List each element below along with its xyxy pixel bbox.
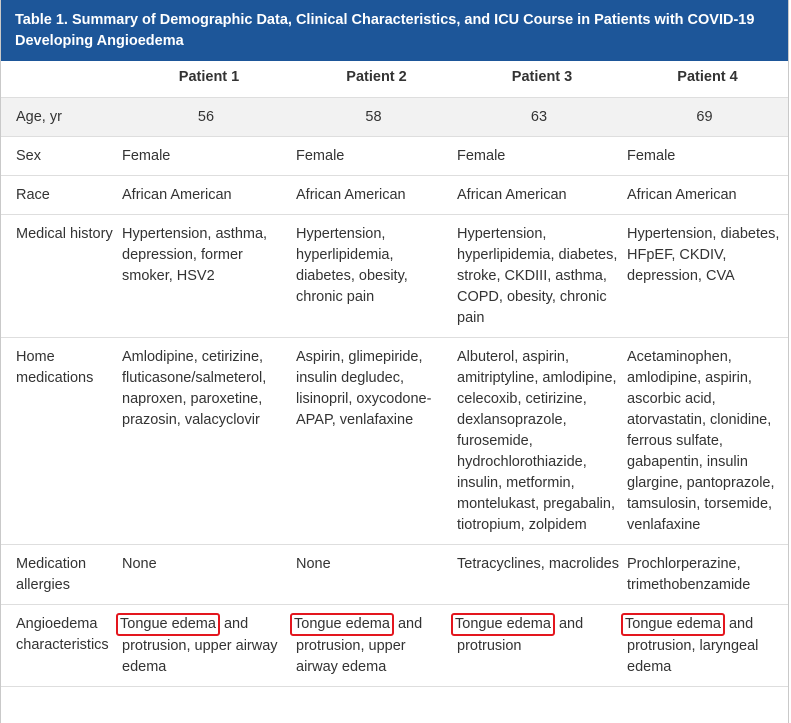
- table-row-medication-allergies: [1, 544, 788, 604]
- table-cell: Tetracyclines, macrolides: [457, 544, 627, 604]
- demographics-table: [1, 61, 788, 687]
- table-cell: Acetaminophen, amlodipine, aspirin, ascorbic acid, atorvastatin, clonidine, ferrous sulfate, gabapentin, insulin glargine, pantoprazole, tamsulosin, torsemide, venlafaxine: [627, 337, 788, 544]
- table-cell: 63: [457, 97, 627, 136]
- table-header-row: [1, 61, 788, 97]
- row-label: Medication allergies: [1, 544, 122, 604]
- table-cell: Albuterol, aspirin, amitriptyline, amlodipine, celecoxib, cetirizine, dexlansoprazole, furosemide, hydrochlorothiazide, insulin, metformin, montelukast, pregabalin, tiotropium, zolpidem: [457, 337, 627, 544]
- row-label: Age, yr: [1, 97, 122, 136]
- table-cell: Female: [296, 136, 457, 175]
- header-patient-4: Patient 4: [677, 69, 738, 85]
- table-cell: Female: [457, 136, 627, 175]
- table-cell: Female: [122, 136, 296, 175]
- table-caption: Table 1. Summary of Demographic Data, Clinical Characteristics, and ICU Course in Patients with COVID-19 Developing Angioedema: [1, 0, 788, 61]
- row-label: Home medications: [1, 337, 122, 544]
- table-cell: [296, 604, 457, 686]
- table-cell: African American: [457, 175, 627, 214]
- table-cell: Amlodipine, cetirizine, fluticasone/salmeterol, naproxen, paroxetine, prazosin, valacyclovir: [122, 337, 296, 544]
- highlight-annotation: Tongue edema: [290, 613, 394, 636]
- header-empty: [1, 61, 122, 97]
- table-row-race: [1, 175, 788, 214]
- table-cell: Hypertension, hyperlipidemia, diabetes, stroke, CKDIII, asthma, COPD, obesity, chronic pain: [457, 214, 627, 337]
- table-cell: Prochlorperazine, trimethobenzamide: [627, 544, 788, 604]
- cell-text: and protrusion, upper airway edema: [122, 615, 278, 675]
- table-cell: Female: [627, 136, 788, 175]
- table-cell: African American: [296, 175, 457, 214]
- table-cell: [627, 604, 788, 686]
- cell-text: and protrusion, upper airway edema: [296, 615, 423, 675]
- table-cell: None: [122, 544, 296, 604]
- table-cell: Hypertension, hyperlipidemia, diabetes, obesity, chronic pain: [296, 214, 457, 337]
- row-label: Race: [1, 175, 122, 214]
- table-cell: Hypertension, diabetes, HFpEF, CKDIV, depression, CVA: [627, 214, 788, 337]
- table-cell: African American: [122, 175, 296, 214]
- header-patient-3: Patient 3: [511, 69, 573, 85]
- table-cell: Aspirin, glimepiride, insulin degludec, lisinopril, oxycodone-APAP, venlafaxine: [296, 337, 457, 544]
- table-cell: 56: [122, 97, 296, 136]
- highlight-annotation: Tongue edema: [451, 613, 555, 636]
- highlight-annotation: Tongue edema: [621, 613, 725, 636]
- table-cell: [457, 604, 627, 686]
- cell-text: and protrusion: [457, 615, 584, 654]
- table-cell: African American: [627, 175, 788, 214]
- table-cell: None: [296, 544, 457, 604]
- table-row-sex: [1, 136, 788, 175]
- header-patient-2: Patient 2: [346, 69, 407, 85]
- cell-text: and protrusion, laryngeal edema: [627, 615, 759, 675]
- table-row-age: [1, 97, 788, 136]
- table-row-medical-history: [1, 214, 788, 337]
- table-cell: [122, 604, 296, 686]
- table-cell: Hypertension, asthma, depression, former smoker, HSV2: [122, 214, 296, 337]
- table-cell: 58: [296, 97, 457, 136]
- row-label: Angioedema characteristics: [1, 604, 122, 686]
- table-row-angioedema: [1, 604, 788, 686]
- row-label: Medical history: [1, 214, 122, 337]
- header-patient-1: Patient 1: [178, 69, 240, 85]
- highlight-annotation: Tongue edema: [116, 613, 220, 636]
- table-cell: 69: [627, 97, 788, 136]
- row-label: Sex: [1, 136, 122, 175]
- table-row-home-medications: [1, 337, 788, 544]
